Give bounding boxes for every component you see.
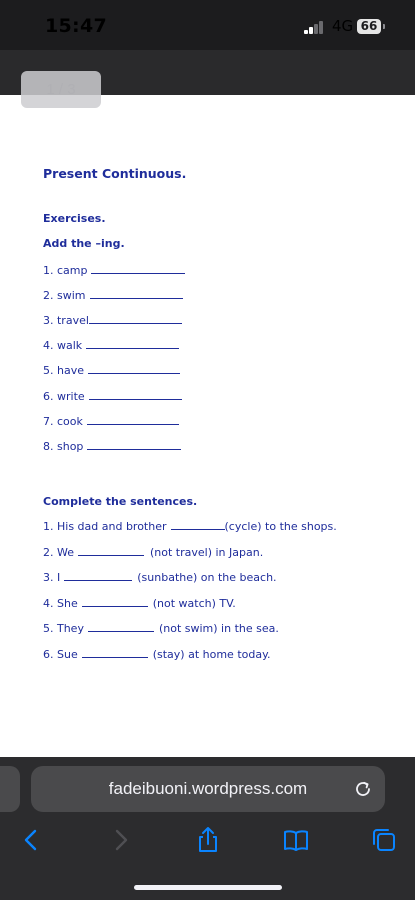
ing-item-label: 7. cook (43, 414, 83, 428)
sentence-end: (cycle) to the shops. (224, 520, 337, 533)
status-time: 15:47 (45, 15, 107, 37)
reload-icon[interactable] (352, 778, 374, 800)
instruction-ing: Add the –ing. (43, 237, 125, 250)
sentence-item (43, 622, 279, 635)
answer-blank (88, 364, 180, 374)
sentence-end: (stay) at home today. (152, 647, 271, 661)
sentence-start: 1. His dad and brother (43, 520, 167, 533)
sentence-start: 5. They (43, 622, 84, 635)
battery-icon: 66 (357, 19, 381, 34)
answer-blank (86, 339, 179, 349)
answer-blank (87, 415, 179, 425)
answer-blank (171, 520, 225, 530)
ing-item-label: 1. camp (43, 264, 88, 277)
ing-item (43, 289, 183, 302)
ing-item (43, 440, 181, 453)
tabs-icon[interactable] (370, 826, 398, 854)
ing-item (43, 364, 180, 377)
ing-item-label: 3. travel (43, 314, 89, 328)
bookmarks-icon[interactable] (282, 826, 310, 854)
ing-item (43, 339, 179, 352)
sentence-end: (not watch) TV. (152, 596, 236, 610)
signal-icon (304, 21, 326, 34)
sentence-item (43, 597, 236, 610)
ing-item (43, 264, 185, 277)
complete-heading: Complete the sentences. (43, 495, 198, 508)
answer-blank (89, 390, 182, 400)
ing-item (43, 390, 182, 403)
ing-item (43, 415, 179, 428)
ing-item-label: 6. write (43, 389, 85, 403)
home-indicator (134, 885, 282, 890)
sentence-start: 3. I (43, 571, 61, 584)
sentence-start: 4. She (43, 596, 78, 610)
previous-tab-preview[interactable] (0, 766, 20, 812)
sentence-item (43, 571, 277, 584)
answer-blank (82, 597, 148, 607)
battery-tip (383, 24, 385, 29)
back-icon[interactable] (17, 826, 45, 854)
share-icon[interactable] (194, 826, 222, 854)
document-title: Present Continuous. (43, 166, 187, 181)
sentence-start: 2. We (43, 545, 74, 559)
sentence-item (43, 546, 263, 559)
sentence-end: (sunbathe) on the beach. (137, 571, 277, 584)
answer-blank (89, 314, 182, 324)
ing-item (43, 314, 182, 327)
ing-item-label: 4. walk (43, 339, 83, 353)
page-indicator[interactable]: 1 / 3 (21, 71, 101, 108)
document-page (0, 95, 415, 757)
sentence-item (43, 648, 271, 661)
ing-item-label: 5. have (43, 364, 84, 378)
answer-blank (90, 289, 183, 299)
sentence-item (43, 520, 337, 533)
address-bar-url[interactable]: fadeibuoni.wordpress.com (108, 779, 308, 798)
sentence-end: (not travel) in Japan. (150, 545, 264, 559)
answer-blank (82, 648, 148, 658)
sentence-start: 6. Sue (43, 647, 78, 661)
exercises-label: Exercises. (43, 212, 106, 225)
answer-blank (64, 571, 132, 581)
answer-blank (88, 622, 154, 632)
network-type: 4G (332, 17, 354, 35)
sentence-end: (not swim) in the sea. (158, 622, 279, 635)
answer-blank (91, 264, 185, 274)
ing-item-label: 2. swim (43, 289, 86, 303)
answer-blank (87, 440, 181, 450)
ing-item-label: 8. shop (43, 439, 84, 453)
forward-icon[interactable] (107, 826, 135, 854)
answer-blank (78, 546, 144, 556)
